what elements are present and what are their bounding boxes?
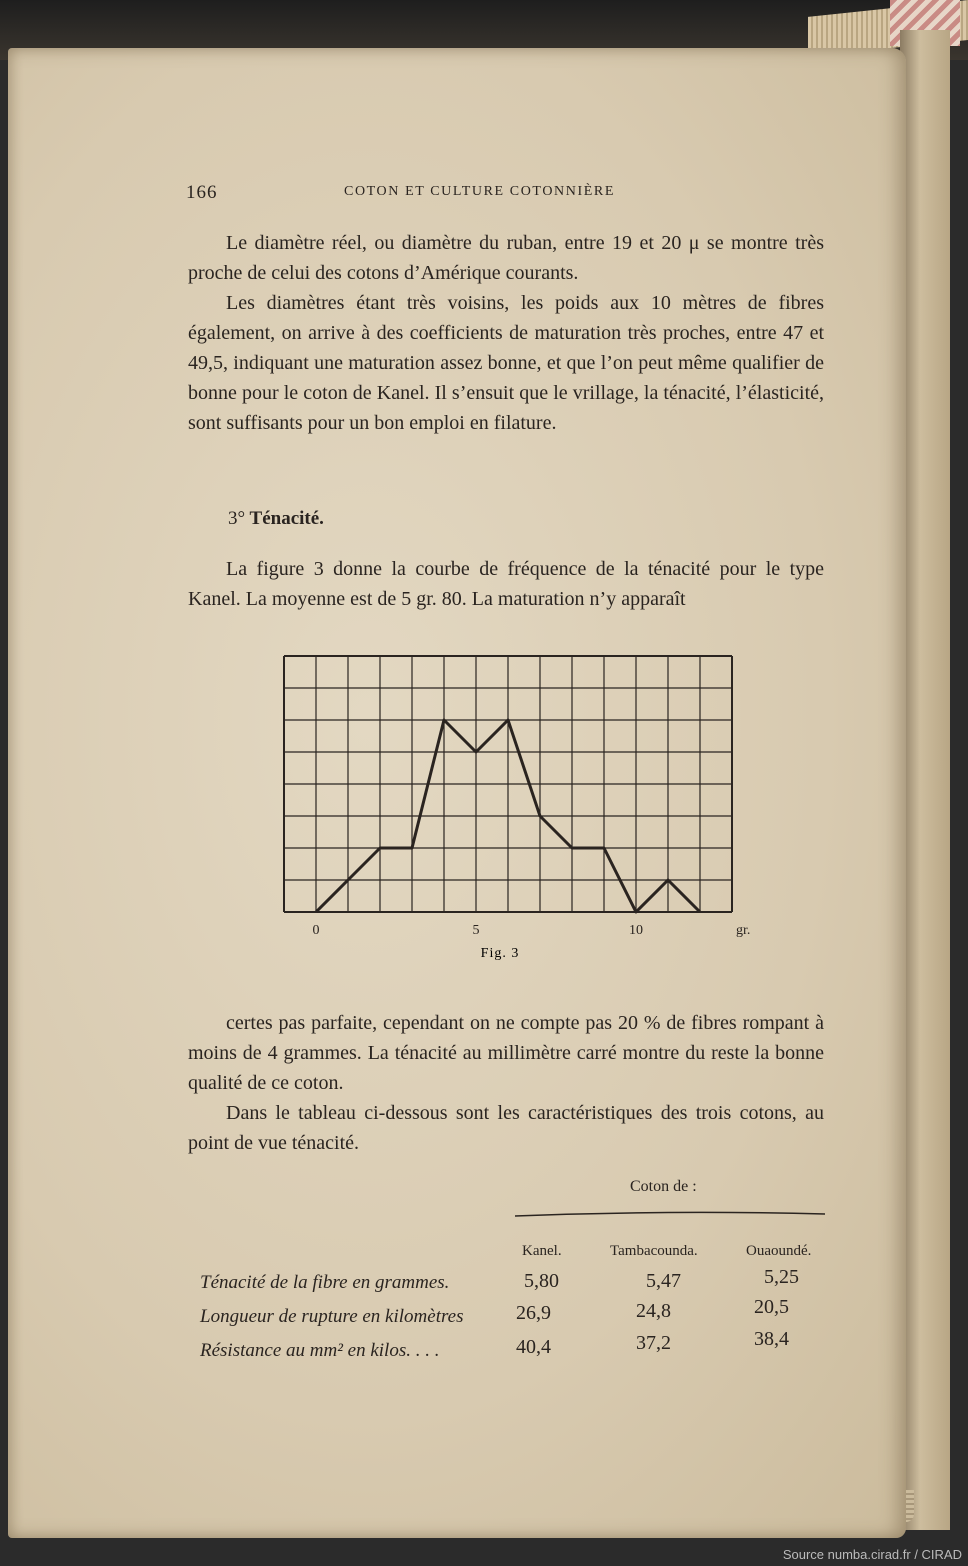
section-number: 3° xyxy=(228,508,246,529)
cell-tenacite-tambacounda: 5,47 xyxy=(646,1270,681,1292)
table-caption: Coton de : xyxy=(630,1178,697,1195)
row-label-resistance: Résistance au mm² en kilos. . . . xyxy=(200,1340,440,1361)
paragraph-after-fig: certes pas parfaite, cependant on ne compte pas 20 % de fibres rompant à moins de 4 grammes. La ténacité au millimètre carré montre du reste la bonne qualité de ce coton. xyxy=(188,1012,824,1094)
cell-longueur-tambacounda: 24,8 xyxy=(636,1300,671,1322)
x-tick-label: 5 xyxy=(472,923,480,938)
cell-tenacite-kanel: 5,80 xyxy=(524,1270,559,1292)
cell-resistance-kanel: 40,4 xyxy=(516,1336,551,1358)
book-right-edge xyxy=(900,30,950,1530)
paragraph-maturation: Les diamètres étant très voisins, les poids aux 10 mètres de fibres également, on arrive à des coefficients de maturation très proches, entre 47 et 49,5, indiquant une maturation assez bonne, et que l’on peut même qualifier de bonne pour le coton de Kanel. Il s’ensuit que le vrillage, la ténacité, l’élasticité, sont suffisants pour un bon emploi en filature. xyxy=(188,292,824,434)
column-header-kanel: Kanel. xyxy=(522,1243,562,1259)
x-tick-label: 0 xyxy=(312,923,320,938)
cell-longueur-ouaounde: 20,5 xyxy=(754,1296,789,1318)
table-rule xyxy=(515,1210,825,1220)
running-title: COTON ET CULTURE COTONNIÈRE xyxy=(344,184,615,199)
section-title: Ténacité. xyxy=(249,508,324,529)
source-credit: Source numba.cirad.fr / CIRAD xyxy=(782,1547,962,1562)
cell-resistance-tambacounda: 37,2 xyxy=(636,1332,671,1354)
x-unit-label: gr. xyxy=(736,923,750,938)
tenacity-chart xyxy=(270,646,750,946)
paragraph-table-intro: Dans le tableau ci-dessous sont les caractéristiques des trois cotons, au point de vue ténacité. xyxy=(188,1102,824,1154)
row-label-tenacite: Ténacité de la fibre en grammes. xyxy=(200,1272,450,1293)
cell-tenacite-ouaounde: 5,25 xyxy=(764,1266,799,1288)
row-label-longueur: Longueur de rupture en kilomètres xyxy=(200,1306,464,1327)
x-tick-label: 10 xyxy=(629,923,643,938)
figure-3 xyxy=(270,646,750,976)
cell-longueur-kanel: 26,9 xyxy=(516,1302,551,1324)
column-header-tambacounda: Tambacounda. xyxy=(610,1243,698,1259)
column-header-ouaounde: Ouaoundé. xyxy=(746,1243,812,1259)
section-heading xyxy=(228,504,324,534)
paragraph-fig-intro: La figure 3 donne la courbe de fréquence de la ténacité pour le type Kanel. La moyenne est de 5 gr. 80. La maturation n’y apparaît xyxy=(188,558,824,610)
x-tick-labels xyxy=(313,923,751,938)
paragraph-diameter: Le diamètre réel, ou diamètre du ruban, entre 19 et 20 μ se montre très proche de celui des cotons d’Amérique courants. xyxy=(188,232,824,284)
cell-resistance-ouaounde: 38,4 xyxy=(754,1328,789,1350)
chart-grid xyxy=(284,656,732,912)
figure-caption: Fig. 3 xyxy=(480,946,520,961)
page-number: 166 xyxy=(186,182,218,203)
